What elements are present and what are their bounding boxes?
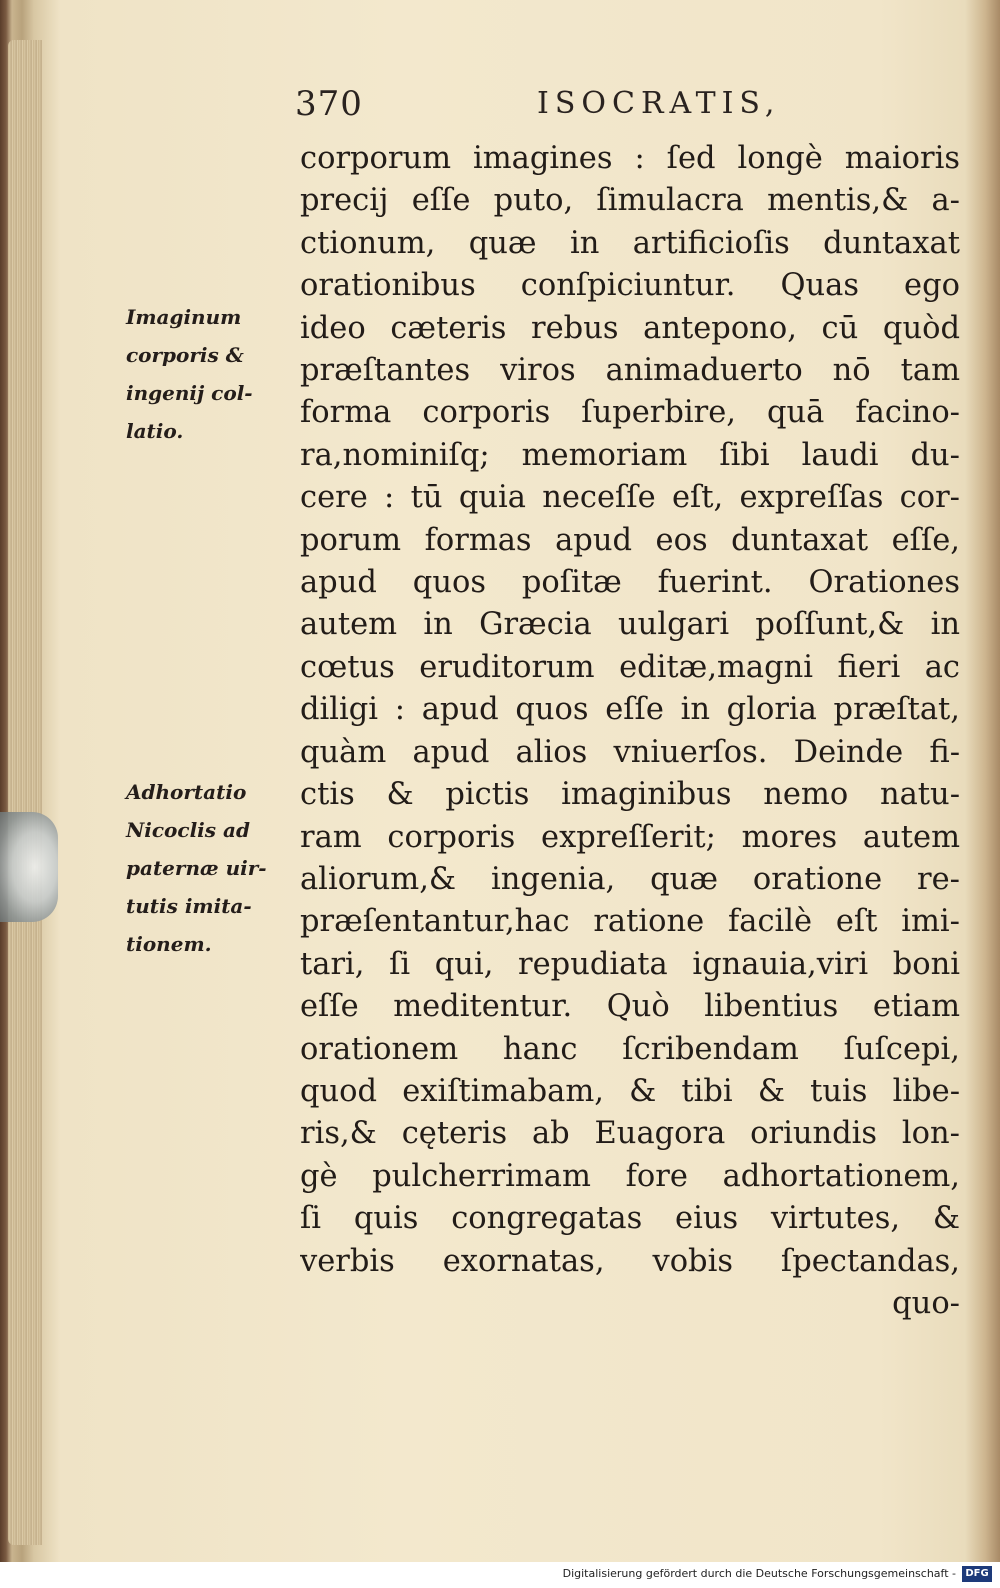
text-line: cœtus eruditorum editæ,magni fieri ac — [300, 649, 960, 685]
text-line: tari, ſi qui, repudiata ignauia,viri boni — [300, 946, 960, 982]
catchword: quo- — [892, 1285, 960, 1321]
text-line: præſtantes viros animaduerto nō tam — [300, 353, 960, 389]
text-line: ra,nominiſq; memoriam ſibi laudi du- — [300, 437, 960, 473]
footer-bar — [0, 1562, 1000, 1588]
text-line: diligi : apud quos eſſe in gloria præſtat, — [300, 692, 960, 728]
margin-note-imaginum — [126, 298, 294, 450]
page-number: 370 — [295, 84, 363, 124]
margin-note-line: latio. — [126, 419, 184, 443]
text-line: corporum imagines : ſed longè maioris — [300, 141, 960, 176]
text-line: apud quos poſitæ fuerint. Orationes — [300, 565, 960, 601]
text-line: gè pulcherrimam fore adhortationem, — [300, 1158, 960, 1194]
text-line: forma corporis ſuperbire, quā facino- — [300, 395, 960, 431]
text-line: eſſe meditentur. Quò libentius etiam — [300, 989, 960, 1025]
margin-note-line: paternæ uir- — [126, 856, 267, 880]
body-text — [300, 138, 960, 1325]
text-line: ris,& cęteris ab Euagora oriundis lon- — [300, 1116, 960, 1152]
bookmark-ribbon — [0, 812, 58, 922]
margin-note-line: ingenij col- — [126, 381, 253, 405]
dfg-logo-icon: DFG — [962, 1566, 992, 1582]
text-line: quod exiſtimabam, & tibi & tuis libe- — [300, 1073, 960, 1109]
text-line: ram corporis expreſſerit; mores autem — [300, 819, 960, 855]
text-line: ctis & pictis imaginibus nemo natu- — [300, 777, 960, 813]
page-edges — [8, 40, 42, 1545]
text-line: quàm apud alios vniuerſos. Deinde fi- — [300, 734, 960, 770]
text-line: autem in Græcia uulgari poſſunt,& in — [300, 607, 960, 643]
text-line: ideo cæteris rebus antepono, cū quòd — [300, 310, 960, 346]
margin-note-line: Adhortatio — [126, 780, 247, 804]
text-line: ctionum, quæ in artificioſis duntaxat — [300, 225, 960, 261]
running-head: ISOCRATIS, — [537, 86, 781, 121]
text-line: aliorum,& ingenia, quæ oratione re- — [300, 861, 960, 897]
text-line: orationibus conſpiciuntur. Quas ego — [300, 268, 960, 304]
text-line: præſentantur,hac ratione facilè eſt imi- — [300, 904, 960, 940]
margin-note-line: Nicoclis ad — [126, 818, 250, 842]
text-line: cere : tū quia neceſſe eſt, expreſſas cor- — [300, 480, 960, 516]
margin-note-line: corporis & — [126, 343, 244, 367]
text-line: precij eſſe puto, ſimulacra mentis,& a- — [300, 183, 960, 219]
text-line: ſi quis congregatas eius virtutes, & — [300, 1201, 960, 1237]
margin-note-adhortatio — [126, 773, 294, 963]
margin-note-line: tionem. — [126, 932, 212, 956]
page-header — [295, 84, 795, 134]
funding-credit: Digitalisierung gefördert durch die Deutsche Forschungsgemeinschaft - — [562, 1567, 956, 1580]
text-line: orationem hanc ſcribendam ſuſcepi, — [300, 1031, 960, 1067]
text-line: verbis exornatas, vobis ſpectandas, — [300, 1243, 960, 1279]
margin-note-line: tutis imita- — [126, 894, 252, 918]
margin-note-line: Imaginum — [126, 305, 242, 329]
text-line: porum formas apud eos duntaxat eſſe, — [300, 522, 960, 558]
